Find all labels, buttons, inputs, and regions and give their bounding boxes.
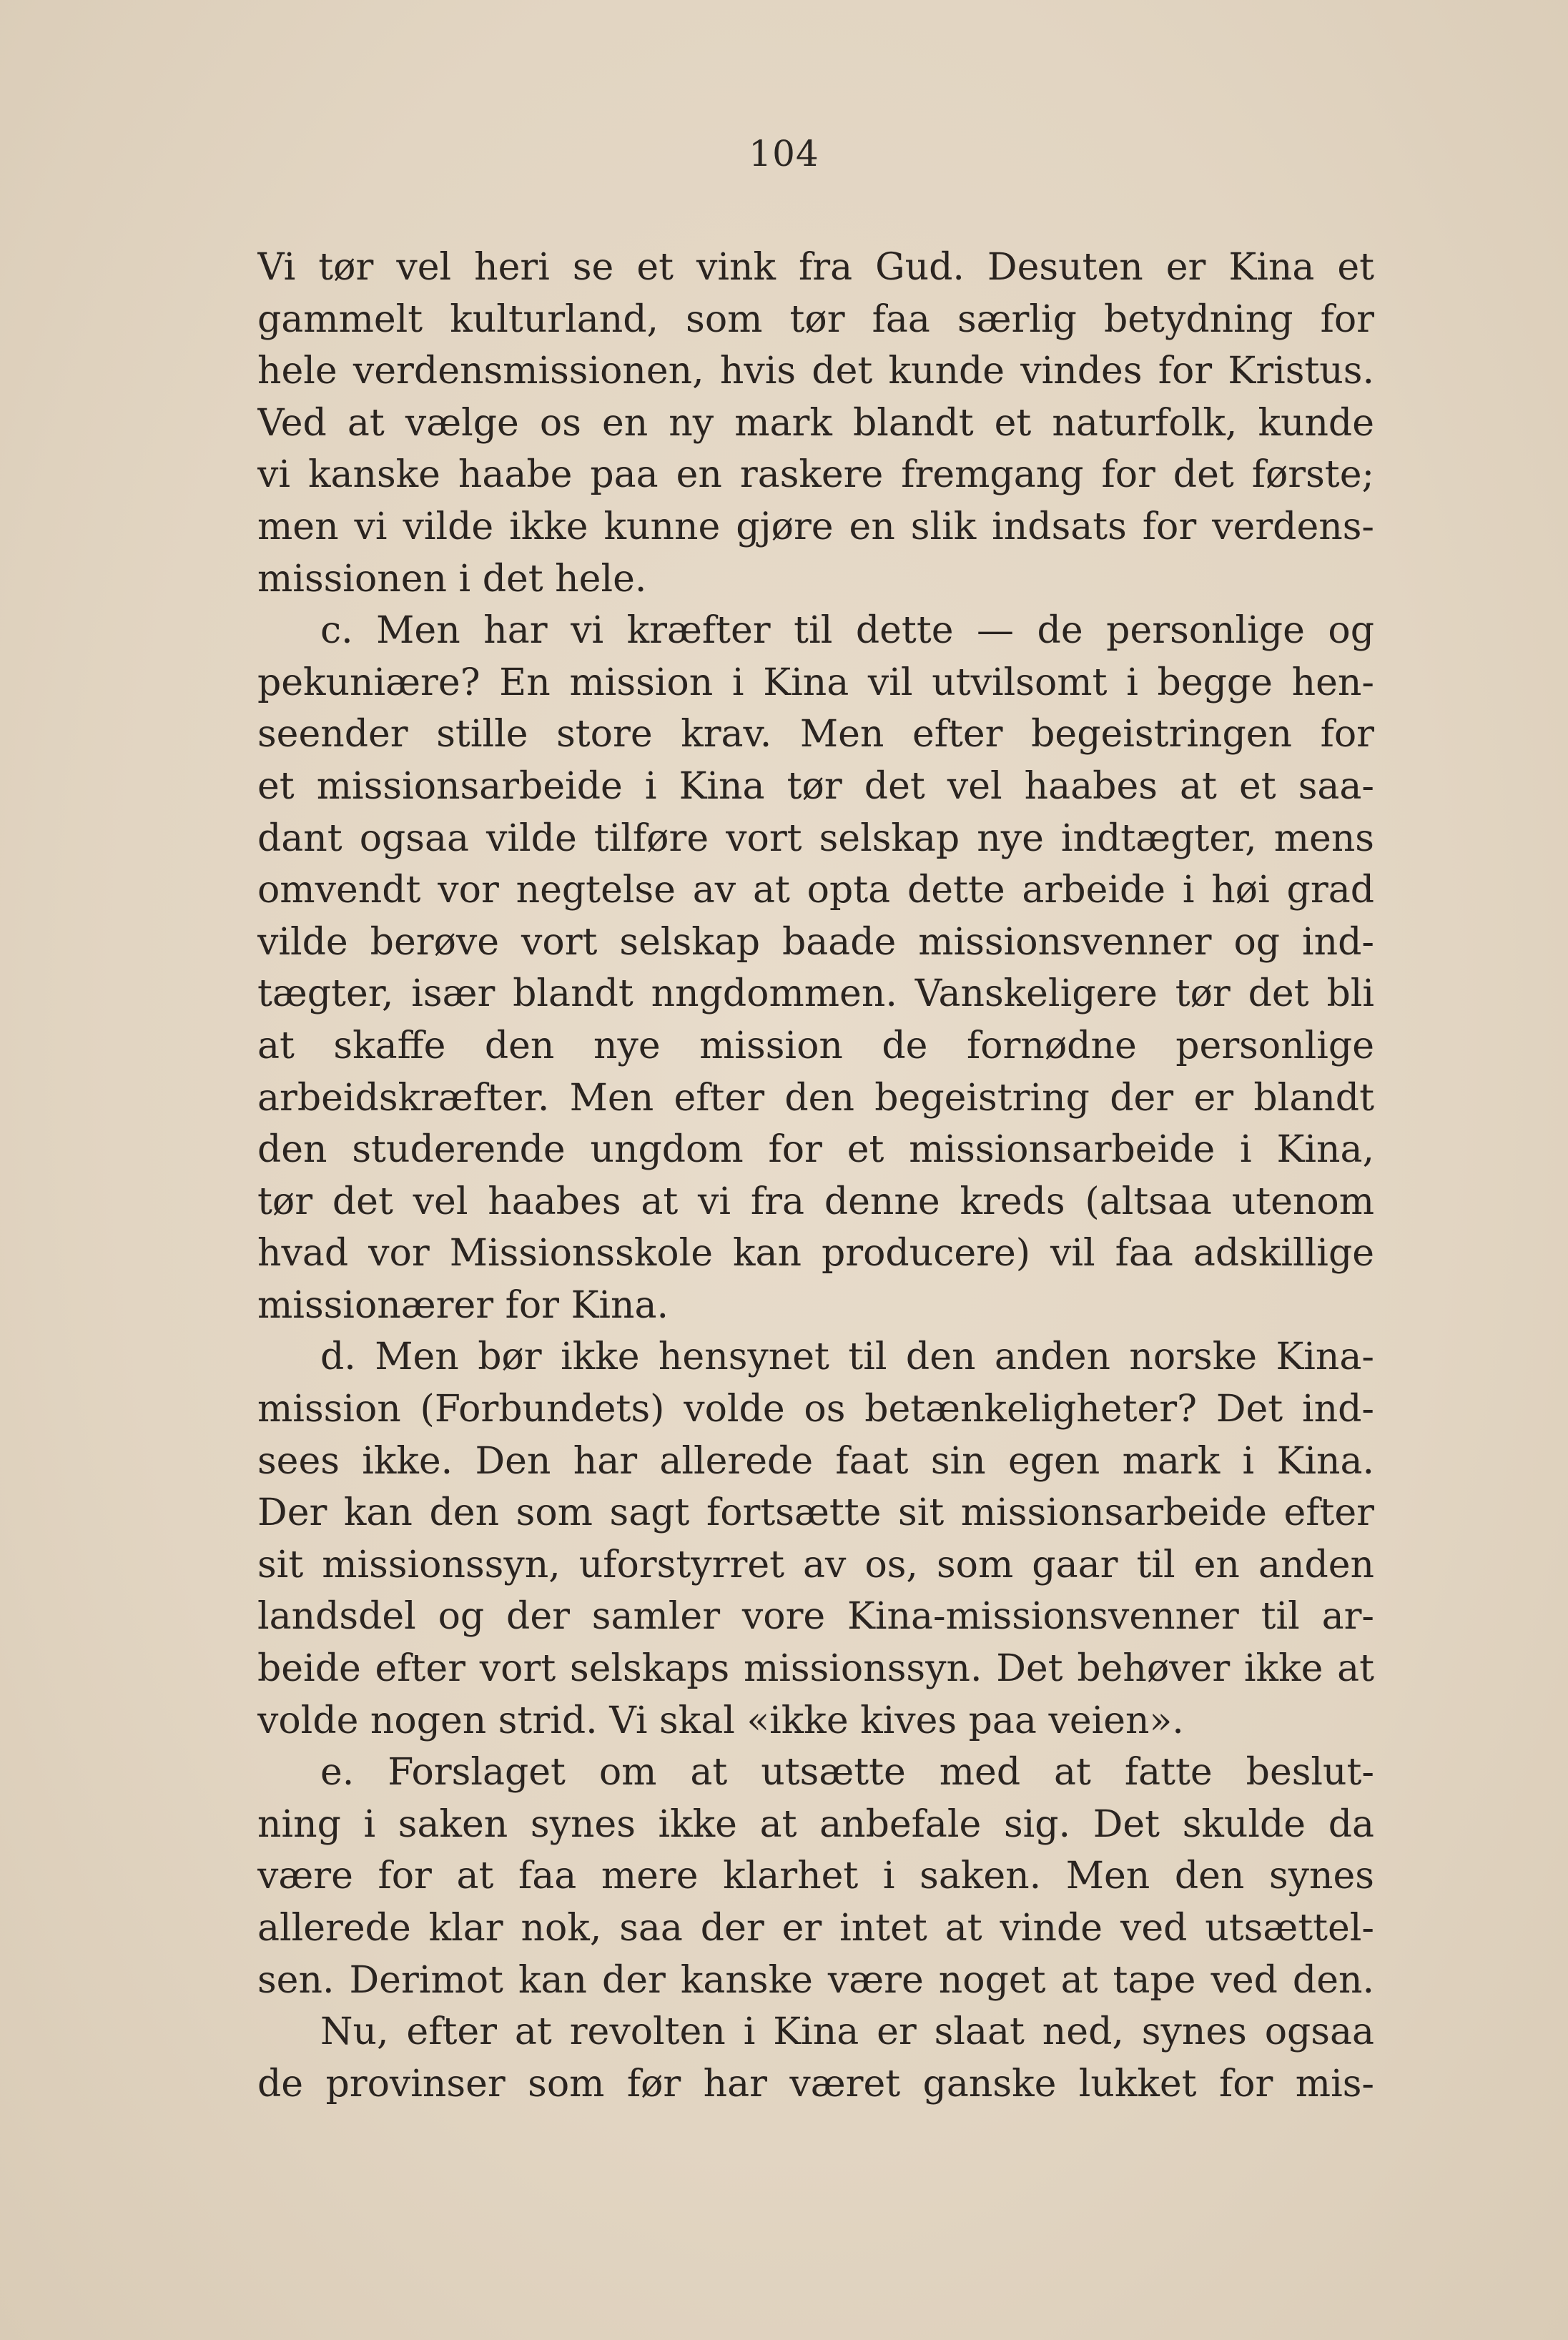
text-line: vilde berøve vort selskap baade missionsvenner og ind-	[257, 920, 1374, 964]
text-line: arbeidskræfter. Men efter den begeistring der er blandt	[257, 1076, 1374, 1120]
text-line: missionen i det hele.	[257, 557, 647, 601]
text-line: pekuniære? En mission i Kina vil utvilsomt i begge hen-	[257, 661, 1374, 704]
text-line: et missionsarbeide i Kina tør det vel haabes at et saa-	[257, 764, 1374, 808]
text-line: omvendt vor negtelse av at opta dette arbeide i høi grad	[257, 869, 1374, 912]
text-line: gammelt kulturland, som tør faa særlig betydning for	[257, 297, 1374, 341]
text-line: tægter, især blandt nngdommen. Vanskeligere tør det bli	[257, 972, 1374, 1016]
body-text	[257, 242, 1374, 2110]
text-line: beide efter vort selskaps missionssyn. Det behøver ikke at	[257, 1647, 1374, 1691]
text-line: at skaffe den nye mission de fornødne personlige	[257, 1024, 1374, 1067]
text-line: landsdel og der samler vore Kina-missionsvenner til ar-	[257, 1595, 1374, 1639]
text-line: Ved at vælge os en ny mark blandt et naturfolk, kunde	[257, 401, 1374, 445]
text-line: seender stille store krav. Men efter begeistringen for	[257, 713, 1374, 756]
text-line: c. Men har vi kræfter til dette — de personlige og	[320, 609, 1374, 653]
text-line: den studerende ungdom for et missionsarbeide i Kina,	[257, 1128, 1374, 1172]
text-line: ning i saken synes ikke at anbefale sig. Det skulde da	[257, 1802, 1374, 1846]
text-line: Vi tør vel heri se et vink fra Gud. Desuten er Kina et	[257, 246, 1374, 289]
text-line: være for at faa mere klarhet i saken. Men den synes	[257, 1855, 1374, 1898]
text-line: de provinser som før har været ganske lukket for mis-	[257, 2062, 1374, 2105]
text-line: mission (Forbundets) volde os betænkeligheter? Det ind-	[257, 1388, 1374, 1431]
text-line: d. Men bør ikke hensynet til den anden norske Kina-	[320, 1336, 1374, 1379]
text-line: volde nogen strid. Vi skal «ikke kives paa veien».	[257, 1699, 1184, 1742]
text-line: Der kan den som sagt fortsætte sit missionsarbeide efter	[257, 1491, 1374, 1535]
text-line: tør det vel haabes at vi fra denne kreds (altsaa utenom	[257, 1180, 1374, 1223]
text-line: hele verdensmissionen, hvis det kunde vindes for Kristus.	[257, 350, 1374, 393]
page-number: 104	[749, 133, 819, 174]
text-line: sen. Derimot kan der kanske være noget at tape ved den.	[257, 1958, 1374, 2002]
text-line: dant ogsaa vilde tilføre vort selskap nye indtægter, mens	[257, 816, 1374, 860]
text-line: hvad vor Missionsskole kan producere) vil faa adskillige	[257, 1232, 1374, 1275]
text-line: missionærer for Kina.	[257, 1283, 669, 1327]
text-line: e. Forslaget om at utsætte med at fatte beslut-	[320, 1751, 1374, 1795]
text-line: allerede klar nok, saa der er intet at vinde ved utsættel-	[257, 1907, 1374, 1950]
text-line: Nu, efter at revolten i Kina er slaat ned, synes ogsaa	[320, 2010, 1374, 2054]
text-line: vi kanske haabe paa en raskere fremgang for det første;	[257, 453, 1374, 497]
text-line: sees ikke. Den har allerede faat sin egen mark i Kina.	[257, 1439, 1374, 1483]
text-line: men vi vilde ikke kunne gjøre en slik indsats for verdens-	[257, 505, 1374, 548]
text-line: sit missionssyn, uforstyrret av os, som gaar til en anden	[257, 1543, 1374, 1586]
